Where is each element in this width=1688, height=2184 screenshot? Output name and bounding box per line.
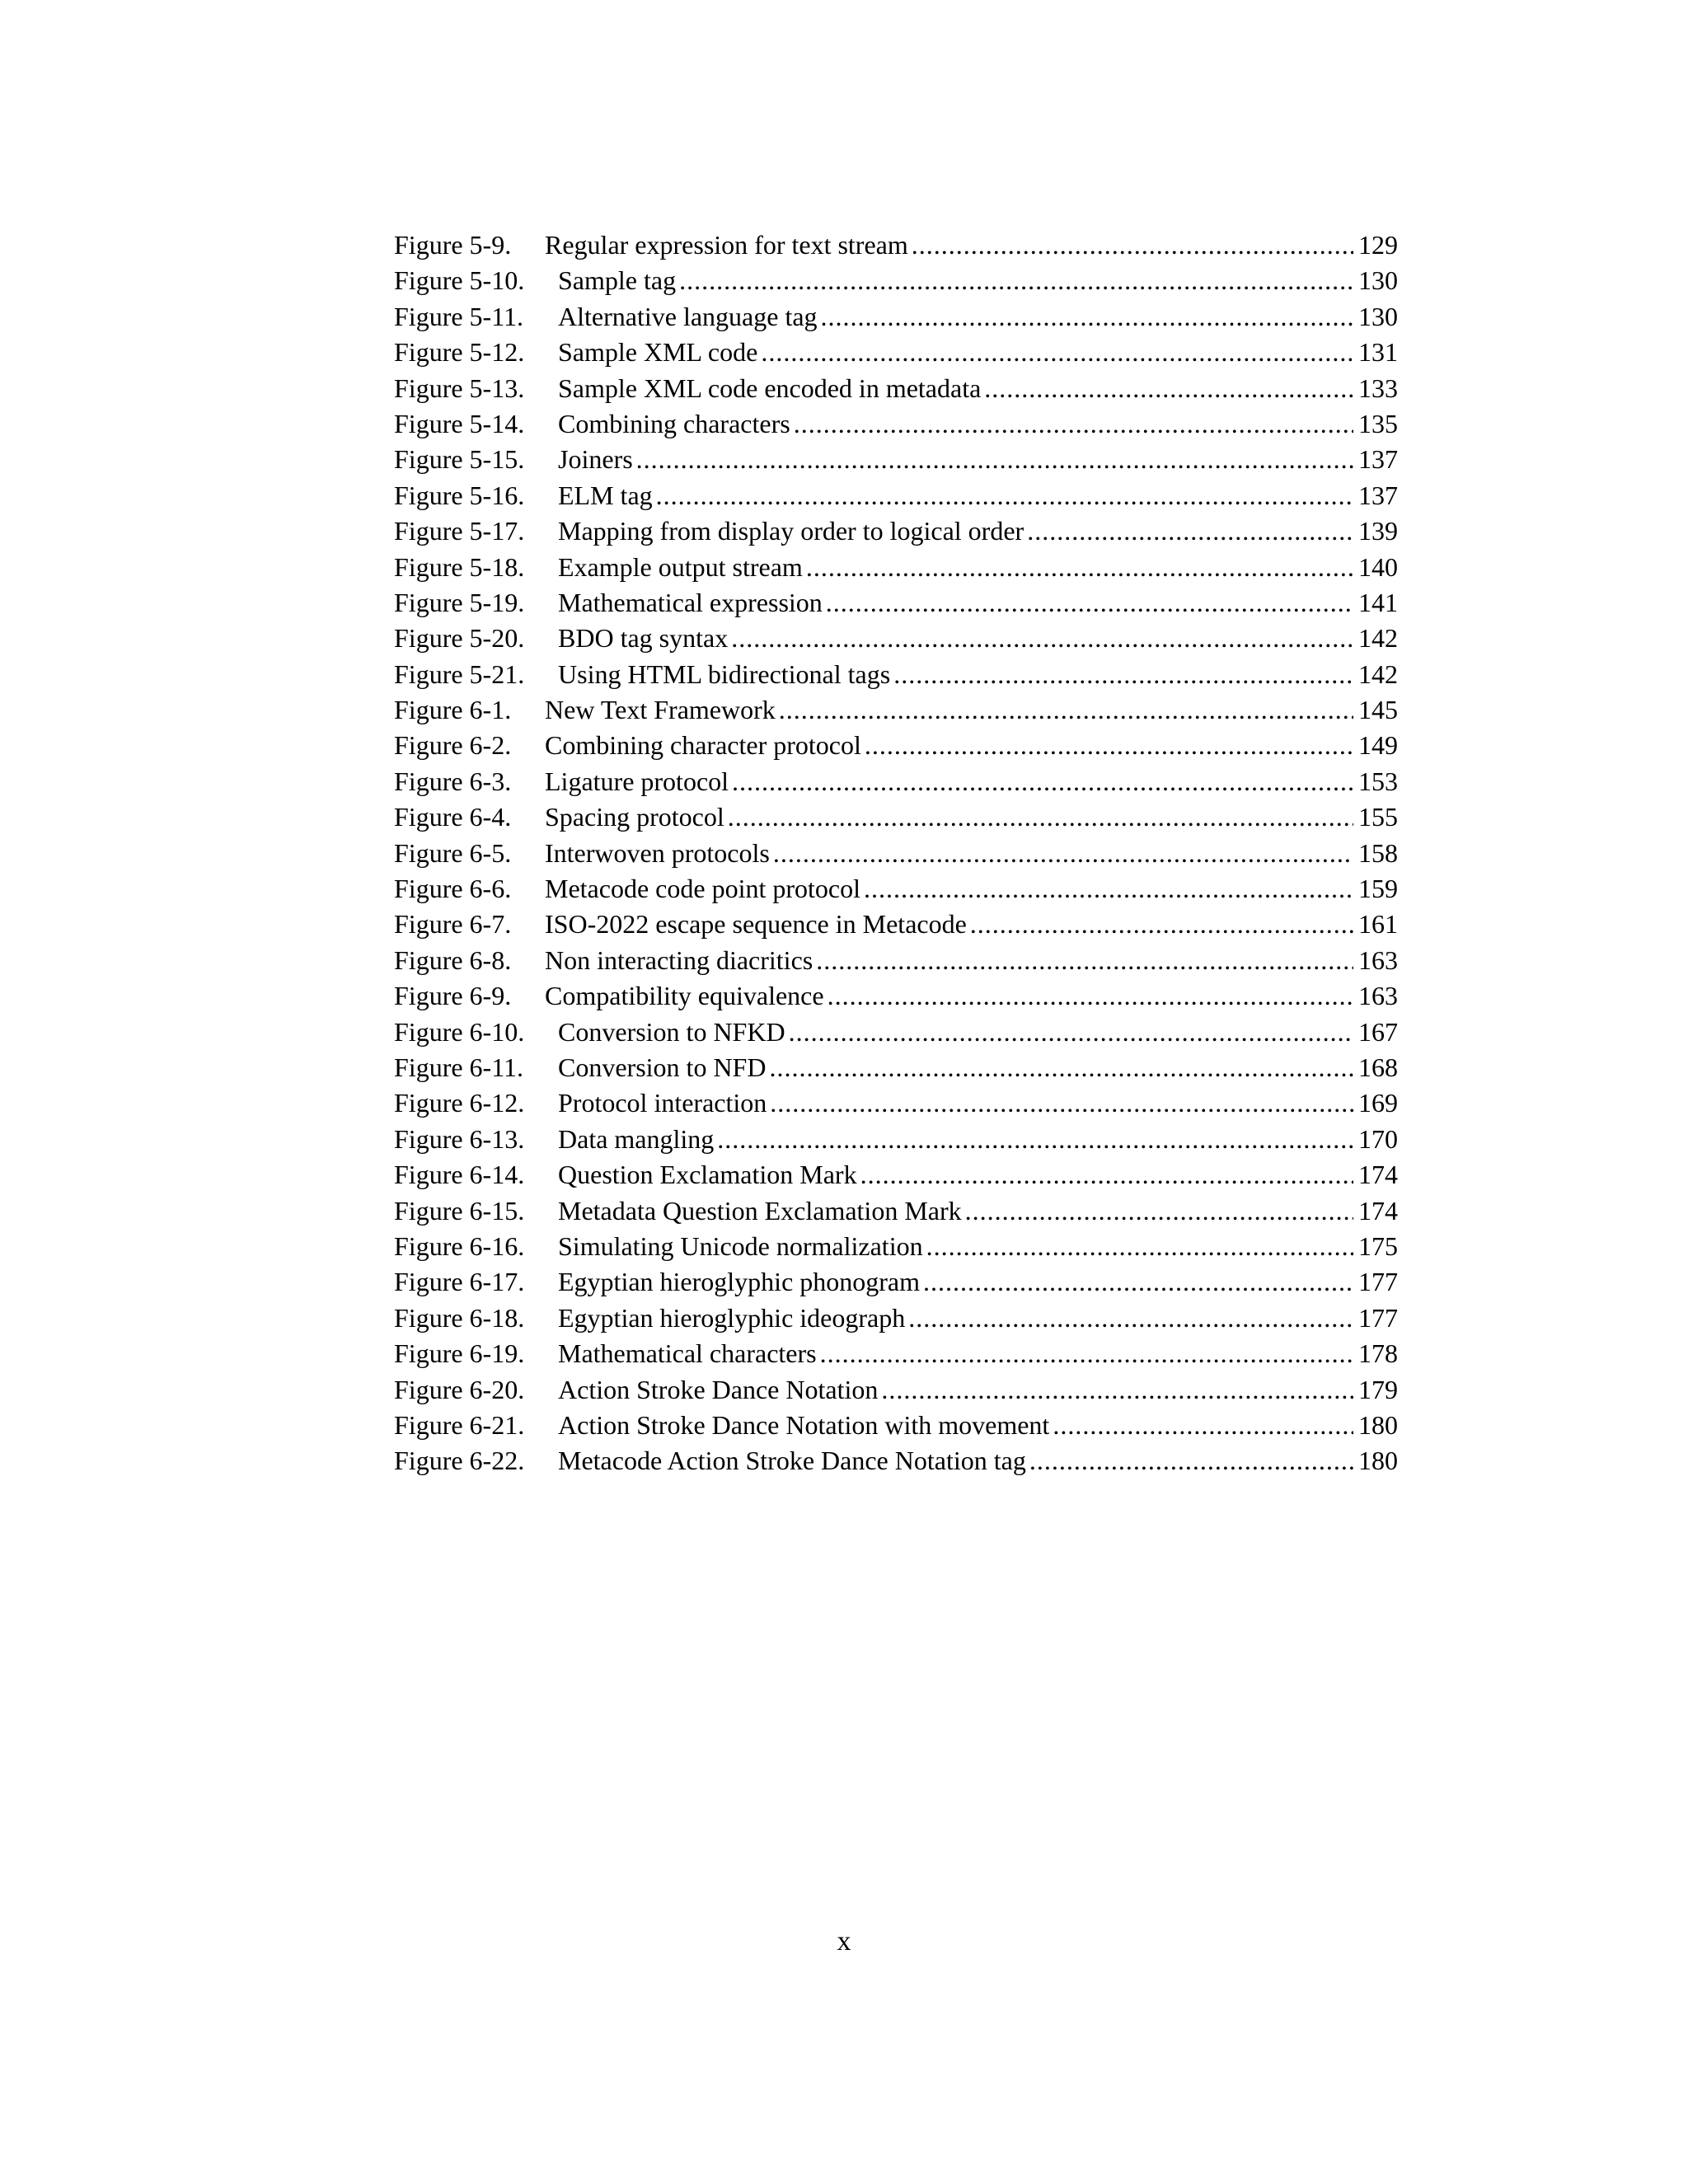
figure-title: Conversion to NFKD — [558, 1015, 789, 1050]
figure-title: Metadata Question Exclamation Mark — [558, 1193, 965, 1229]
figure-page-number: 174 — [1353, 1157, 1398, 1193]
toc-entry — [394, 1372, 1398, 1408]
figure-label: Figure 5-9. — [394, 230, 512, 260]
figure-label: Figure 5-12. — [394, 337, 525, 368]
figure-page-number: 170 — [1353, 1122, 1398, 1157]
dot-leader — [773, 836, 1353, 871]
figure-title: ISO-2022 escape sequence in Metacode — [545, 907, 970, 942]
dot-leader — [820, 1336, 1353, 1371]
figure-title: Protocol interaction — [558, 1085, 770, 1121]
figure-title: Mapping from display order to logical order — [558, 513, 1027, 549]
figure-label: Figure 6-22. — [394, 1446, 525, 1476]
toc-entry — [394, 1443, 1398, 1479]
figure-page-number: 155 — [1353, 799, 1398, 835]
figure-title: Data mangling — [558, 1122, 717, 1157]
figure-page-number: 174 — [1353, 1193, 1398, 1229]
figure-label: Figure 6-12. — [394, 1088, 525, 1118]
figure-page-number: 129 — [1353, 227, 1398, 263]
toc-entry — [394, 550, 1398, 585]
figure-label: Figure 5-17. — [394, 516, 525, 546]
figure-title: Sample XML code — [558, 335, 761, 370]
toc-entry — [394, 871, 1398, 907]
dot-leader — [984, 371, 1353, 406]
figure-label: Figure 6-3. — [394, 766, 512, 796]
figure-label: Figure 6-18. — [394, 1302, 525, 1333]
toc-entry — [394, 1336, 1398, 1371]
figure-title: Non interacting diacritics — [545, 943, 816, 978]
figure-page-number: 168 — [1353, 1050, 1398, 1085]
figure-page-number: 140 — [1353, 550, 1398, 585]
toc-entry — [394, 1122, 1398, 1157]
figure-page-number: 161 — [1353, 907, 1398, 942]
figure-label: Figure 5-16. — [394, 480, 525, 510]
dot-leader — [769, 1050, 1353, 1085]
figure-page-number: 163 — [1353, 943, 1398, 978]
figure-title: BDO tag syntax — [558, 621, 731, 656]
figure-page-number: 149 — [1353, 728, 1398, 763]
toc-entry — [394, 764, 1398, 799]
dot-leader — [731, 621, 1353, 656]
page-number: x — [837, 1926, 851, 1957]
figure-label: Figure 5-11. — [394, 301, 524, 331]
dot-leader — [1053, 1408, 1353, 1443]
toc-entry — [394, 728, 1398, 763]
figure-label: Figure 6-21. — [394, 1409, 525, 1440]
toc-entry — [394, 1264, 1398, 1300]
toc-entry — [394, 1050, 1398, 1085]
figure-page-number: 180 — [1353, 1408, 1398, 1443]
figure-title: New Text Framework — [545, 692, 779, 728]
figure-page-number: 169 — [1353, 1085, 1398, 1121]
figure-title: Combining characters — [558, 406, 794, 442]
figure-label: Figure 6-4. — [394, 802, 512, 832]
figure-title: Mathematical characters — [558, 1336, 820, 1371]
figure-title: Spacing protocol — [545, 799, 728, 835]
dot-leader — [789, 1015, 1353, 1050]
dot-leader — [794, 406, 1353, 442]
toc-entry — [394, 442, 1398, 477]
dot-leader — [770, 1085, 1353, 1121]
figure-page-number: 153 — [1353, 764, 1398, 799]
dot-leader — [826, 585, 1353, 621]
toc-entry — [394, 799, 1398, 835]
figure-title: Regular expression for text stream — [545, 227, 912, 263]
figure-page-number: 145 — [1353, 692, 1398, 728]
dot-leader — [636, 442, 1353, 477]
figure-title: Sample tag — [558, 263, 679, 298]
toc-entry — [394, 657, 1398, 692]
toc-entry — [394, 1015, 1398, 1050]
dot-leader — [806, 550, 1353, 585]
figure-page-number: 167 — [1353, 1015, 1398, 1050]
toc-entry — [394, 335, 1398, 370]
toc-entry — [394, 907, 1398, 942]
toc-entry — [394, 227, 1398, 263]
list-of-figures — [394, 227, 1398, 1479]
figure-page-number: 130 — [1353, 299, 1398, 335]
figure-page-number: 177 — [1353, 1301, 1398, 1336]
figure-label: Figure 6-10. — [394, 1016, 525, 1047]
dot-leader — [970, 907, 1353, 942]
dot-leader — [881, 1372, 1353, 1408]
figure-page-number: 175 — [1353, 1229, 1398, 1264]
dot-leader — [656, 478, 1353, 513]
dot-leader — [1027, 513, 1353, 549]
figure-page-number: 142 — [1353, 657, 1398, 692]
dot-leader — [761, 335, 1353, 370]
figure-label: Figure 6-11. — [394, 1052, 524, 1082]
toc-entry — [394, 978, 1398, 1014]
dot-leader — [893, 657, 1353, 692]
figure-title: Interwoven protocols — [545, 836, 773, 871]
dot-leader — [732, 764, 1353, 799]
dot-leader — [679, 263, 1353, 298]
figure-page-number: 180 — [1353, 1443, 1398, 1479]
dot-leader — [965, 1193, 1353, 1229]
figure-page-number: 131 — [1353, 335, 1398, 370]
toc-entry — [394, 513, 1398, 549]
dot-leader — [908, 1301, 1353, 1336]
figure-title: Egyptian hieroglyphic ideograph — [558, 1301, 908, 1336]
figure-page-number: 139 — [1353, 513, 1398, 549]
figure-page-number: 158 — [1353, 836, 1398, 871]
dot-leader — [816, 943, 1353, 978]
toc-entry — [394, 1193, 1398, 1229]
figure-title: Example output stream — [558, 550, 806, 585]
dot-leader — [717, 1122, 1353, 1157]
figure-label: Figure 5-13. — [394, 373, 525, 403]
toc-entry — [394, 585, 1398, 621]
figure-title: Compatibility equivalence — [545, 978, 828, 1014]
dot-leader — [1029, 1443, 1353, 1479]
figure-label: Figure 6-9. — [394, 981, 512, 1011]
figure-label: Figure 6-5. — [394, 837, 512, 868]
dot-leader — [779, 692, 1353, 728]
figure-title: Action Stroke Dance Notation with movement — [558, 1408, 1053, 1443]
figure-title: Action Stroke Dance Notation — [558, 1372, 881, 1408]
figure-page-number: 178 — [1353, 1336, 1398, 1371]
dot-leader — [860, 1157, 1353, 1193]
figure-title: Metacode code point protocol — [545, 871, 864, 907]
figure-title: Metacode Action Stroke Dance Notation tag — [558, 1443, 1029, 1479]
figure-page-number: 142 — [1353, 621, 1398, 656]
dot-leader — [923, 1264, 1353, 1300]
figure-page-number: 179 — [1353, 1372, 1398, 1408]
figure-label: Figure 6-1. — [394, 695, 512, 725]
figure-title: ELM tag — [558, 478, 656, 513]
dot-leader — [926, 1229, 1353, 1264]
dot-leader — [865, 728, 1353, 763]
figure-label: Figure 6-6. — [394, 874, 512, 904]
figure-page-number: 135 — [1353, 406, 1398, 442]
toc-entry — [394, 1157, 1398, 1193]
figure-title: Simulating Unicode normalization — [558, 1229, 926, 1264]
dot-leader — [864, 871, 1353, 907]
figure-label: Figure 6-15. — [394, 1195, 525, 1226]
figure-label: Figure 6-14. — [394, 1160, 525, 1190]
figure-label: Figure 5-10. — [394, 265, 525, 296]
figure-label: Figure 6-16. — [394, 1230, 525, 1261]
toc-entry — [394, 478, 1398, 513]
figure-label: Figure 5-20. — [394, 623, 525, 654]
figure-page-number: 137 — [1353, 478, 1398, 513]
figure-page-number: 177 — [1353, 1264, 1398, 1300]
dot-leader — [821, 299, 1353, 335]
dot-leader — [912, 227, 1353, 263]
figure-label: Figure 6-17. — [394, 1267, 525, 1297]
figure-title: Combining character protocol — [545, 728, 865, 763]
figure-label: Figure 6-13. — [394, 1123, 525, 1154]
toc-entry — [394, 299, 1398, 335]
figure-page-number: 137 — [1353, 442, 1398, 477]
figure-page-number: 130 — [1353, 263, 1398, 298]
figure-title: Mathematical expression — [558, 585, 826, 621]
toc-entry — [394, 621, 1398, 656]
figure-page-number: 163 — [1353, 978, 1398, 1014]
toc-entry — [394, 943, 1398, 978]
toc-entry — [394, 1301, 1398, 1336]
toc-entry — [394, 692, 1398, 728]
toc-entry — [394, 263, 1398, 298]
figure-label: Figure 5-15. — [394, 444, 525, 475]
figure-label: Figure 6-20. — [394, 1374, 525, 1404]
figure-page-number: 141 — [1353, 585, 1398, 621]
toc-entry — [394, 1408, 1398, 1443]
figure-label: Figure 5-21. — [394, 658, 525, 689]
figure-page-number: 133 — [1353, 371, 1398, 406]
figure-title: Joiners — [558, 442, 636, 477]
figure-label: Figure 5-19. — [394, 587, 525, 617]
figure-title: Alternative language tag — [558, 299, 821, 335]
dot-leader — [728, 799, 1353, 835]
figure-title: Egyptian hieroglyphic phonogram — [558, 1264, 923, 1300]
figure-label: Figure 6-7. — [394, 909, 512, 940]
figure-title: Ligature protocol — [545, 764, 732, 799]
toc-entry — [394, 406, 1398, 442]
dot-leader — [828, 978, 1353, 1014]
figure-label: Figure 5-18. — [394, 551, 525, 582]
figure-title: Using HTML bidirectional tags — [558, 657, 893, 692]
figure-title: Question Exclamation Mark — [558, 1157, 860, 1193]
figure-title: Sample XML code encoded in metadata — [558, 371, 984, 406]
figure-label: Figure 6-2. — [394, 730, 512, 761]
figure-label: Figure 6-8. — [394, 944, 512, 975]
figure-label: Figure 5-14. — [394, 408, 525, 438]
figure-title: Conversion to NFD — [558, 1050, 769, 1085]
figure-page-number: 159 — [1353, 871, 1398, 907]
toc-entry — [394, 1085, 1398, 1121]
toc-entry — [394, 836, 1398, 871]
figure-label: Figure 6-19. — [394, 1338, 525, 1369]
toc-entry — [394, 1229, 1398, 1264]
toc-entry — [394, 371, 1398, 406]
